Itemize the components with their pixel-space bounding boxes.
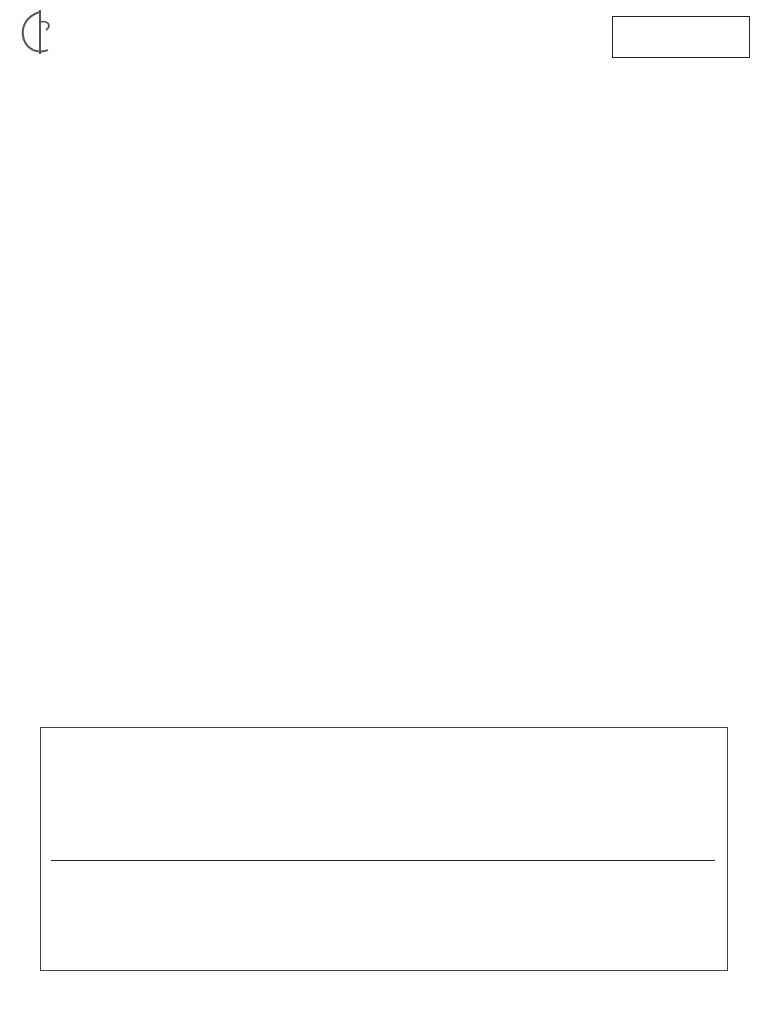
iowa-radiology-logo xyxy=(18,8,158,66)
signature-line[interactable] xyxy=(51,860,715,861)
office-use-box xyxy=(612,16,750,58)
logo-mark-icon xyxy=(18,8,62,58)
consent-box xyxy=(40,727,728,971)
